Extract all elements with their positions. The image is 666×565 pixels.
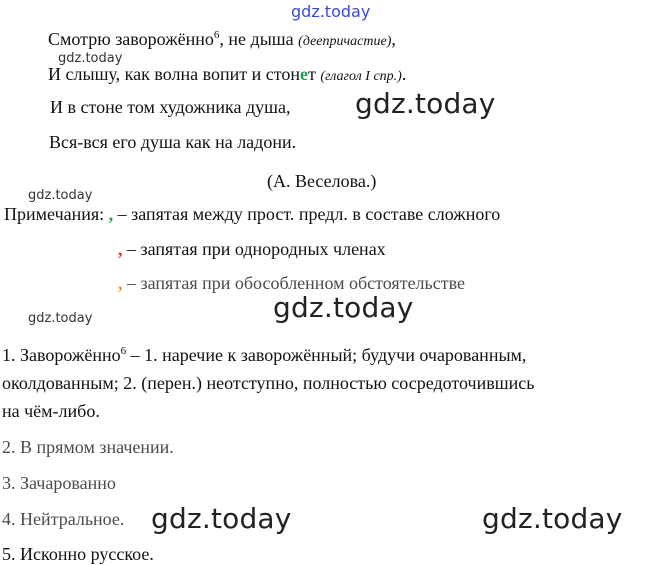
notes-title: Примечания: [4,204,109,224]
poem-line-1: Смотрю заворожённо$^6$, не дыша (деепричастие), [48,29,396,49]
orange-comma-mark: , [118,273,123,293]
poem-line-3: И в стоне том художника душа, [50,97,291,117]
definition-1-line-1: 1. Заворожённо$^6$ – 1. наречие к заворожённый; будучи очарованным, [2,345,527,365]
green-comma-mark: , [108,204,114,224]
watermark: gdz.today [291,2,371,21]
red-comma-mark: , [118,239,123,259]
watermark: gdz.today [151,502,292,535]
notes-line-2: , – запятая при однородных членах [118,239,386,259]
poem-line-4: Вся-вся его душа как на ладони. [49,132,297,152]
watermark: gdz.today [28,311,93,326]
definition-3: 3. Зачарованно [2,473,116,493]
definition-4: 4. Нейтральное. [2,509,125,529]
poem-author: (А. Веселова.) [267,171,377,191]
definition-5: 5. Исконно русское. [2,544,154,564]
definition-1-line-2: околдованным; 2. (перен.) неотступно, полностью сосредоточившись [2,373,535,393]
definition-2: 2. В прямом значении. [2,437,174,457]
watermark: gdz.today [273,291,414,324]
watermark: gdz.today [28,188,93,203]
poem-line-2: И слышу, как волна вопит и стонет (глагол I спр.). [48,64,407,84]
watermark: gdz.today [58,51,123,66]
watermark: gdz.today [355,87,496,120]
watermark: gdz.today [482,502,623,535]
notes-line-3: , – запятая при обособленном обстоятельстве [118,273,465,293]
definition-1-line-3: на чём-либо. [2,401,100,421]
notes-line-1: Примечания: , – запятая между прост. предл. в составе сложного [4,204,501,224]
